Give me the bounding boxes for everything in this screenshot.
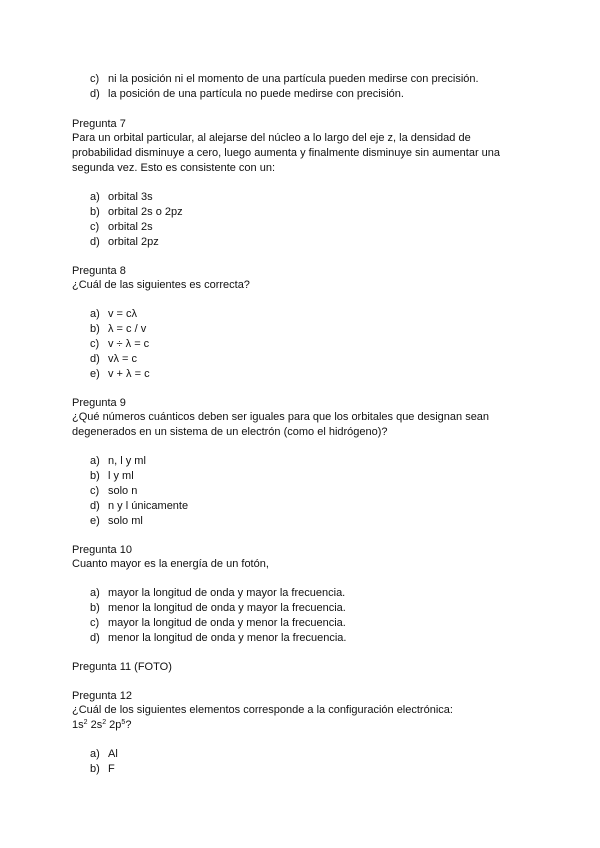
q7-text-line: Para un orbital particular, al alejarse del núcleo a lo largo del eje z, la densidad de <box>72 132 471 144</box>
q12-option-a: a) Al <box>90 748 118 760</box>
q11-title: Pregunta 11 (FOTO) <box>72 661 172 673</box>
q6-option-c: c) ni la posición ni el momento de una partícula pueden medirse con precisión. <box>90 73 479 85</box>
q8-option-e: e) v + λ = c <box>90 368 150 380</box>
q12-title: Pregunta 12 <box>72 690 132 702</box>
q9-option-e: e) solo ml <box>90 515 143 527</box>
q9-option-a: a) n, l y ml <box>90 455 146 467</box>
q7-option-b: b) orbital 2s o 2pz <box>90 206 183 218</box>
q10-option-a: a) mayor la longitud de onda y mayor la frecuencia. <box>90 587 346 599</box>
q12-text-line: ¿Cuál de los siguientes elementos corresponde a la configuración electrónica: <box>72 704 453 716</box>
q8-option-b: b) λ = c / v <box>90 323 147 335</box>
q9-option-d: d) n y l únicamente <box>90 500 189 512</box>
q7-option-d: d) orbital 2pz <box>90 236 159 248</box>
q9-option-c: c) solo n <box>90 485 138 497</box>
q9-text-line: ¿Qué números cuánticos deben ser iguales para que los orbitales que designan sean <box>72 411 490 423</box>
q9-title: Pregunta 9 <box>72 397 126 409</box>
q9-option-b: b) l y ml <box>90 470 134 482</box>
q7-title: Pregunta 7 <box>72 118 126 130</box>
q7-option-a: a) orbital 3s <box>90 191 153 203</box>
q10-option-c: c) mayor la longitud de onda y menor la frecuencia. <box>90 617 346 629</box>
q8-text-line: ¿Cuál de las siguientes es correcta? <box>72 279 250 291</box>
q7-text-line: segunda vez. Esto es consistente con un: <box>72 162 276 174</box>
q7-text-line: probabilidad disminuye a cero, luego aumenta y finalmente disminuye sin aumentar una <box>72 147 501 159</box>
q8-option-c: c) v ÷ λ = c <box>90 338 150 350</box>
q8-option-d: d) vλ = c <box>90 353 138 365</box>
q8-option-a: a) v = cλ <box>90 308 138 320</box>
q12-option-b: b) F <box>90 763 115 775</box>
q7-option-c: c) orbital 2s <box>90 221 153 233</box>
q6-option-d: d) la posición de una partícula no puede medirse con precisión. <box>90 88 404 100</box>
q8-title: Pregunta 8 <box>72 265 126 277</box>
q9-text-line: degenerados en un sistema de un electrón (como el hidrógeno)? <box>72 426 388 438</box>
q10-title: Pregunta 10 <box>72 544 132 556</box>
q10-option-d: d) menor la longitud de onda y menor la frecuencia. <box>90 632 347 644</box>
q12-electron-config: $1s^2$ $2s^2$ $2p^5$? <box>72 719 132 731</box>
q10-option-b: b) menor la longitud de onda y mayor la frecuencia. <box>90 602 346 614</box>
q10-text-line: Cuanto mayor es la energía de un fotón, <box>72 558 269 570</box>
